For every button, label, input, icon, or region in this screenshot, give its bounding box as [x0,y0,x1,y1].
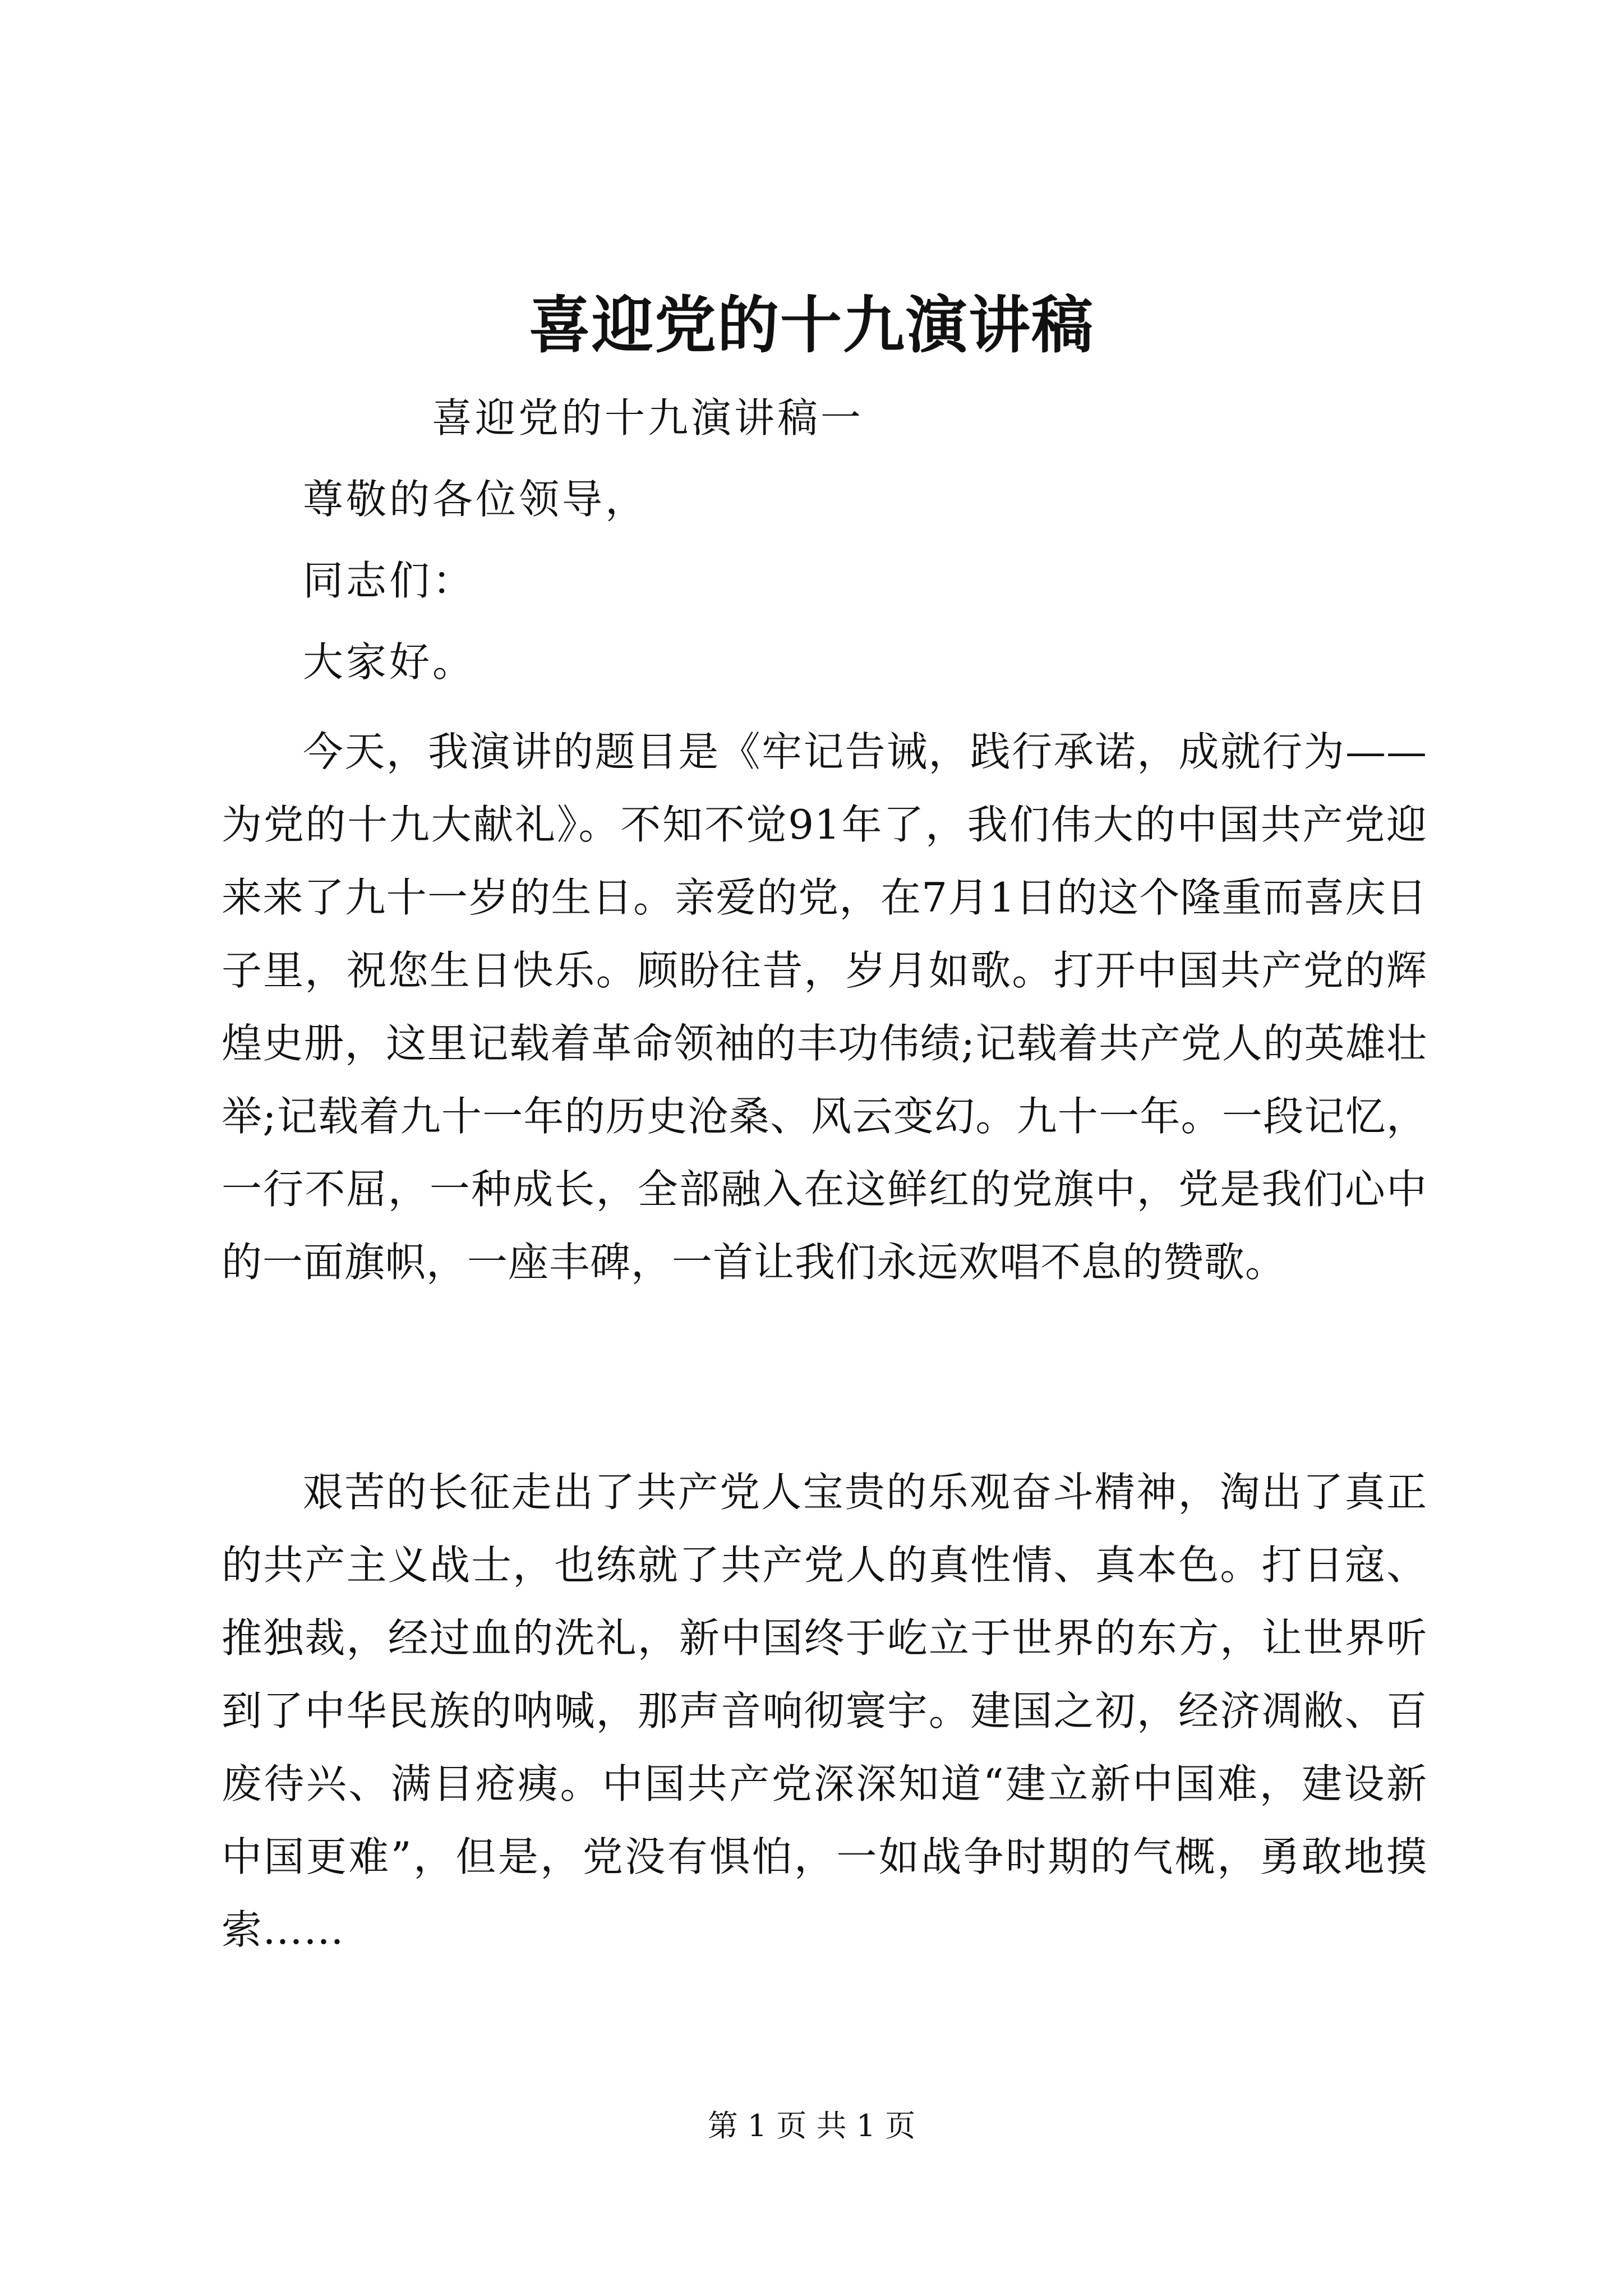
greeting-line: 同志们： [303,557,476,604]
document-subtitle: 喜迎党的十九演讲稿一 [432,394,864,441]
document-title: 喜迎党的十九演讲稿 [529,289,1094,361]
body-paragraph: 艰苦的长征走出了共产党人宝贵的乐观奋斗精神，淘出了真正的共产主义战士，也练就了共产党人的真性情、真本色。打日寇、推独裁，经过血的洗礼，新中国终于屹立于世界的东方，让世界听到了中华民族的呐喊，那声音响彻寰宇。建国之初，经济凋敝、百废待兴、满目疮痍。中国共产党深深知道“建立新中国难，建设新中国更难”，但是，党没有惧怕，一如战争时期的气概，勇敢地摸索…… [222,1469,1427,1953]
greeting-line: 尊敬的各位领导， [303,476,649,523]
body-paragraph: 今天，我演讲的题目是《牢记告诫，践行承诺，成就行为——为党的十九大献礼》。不知不觉91年了，我们伟大的中国共产党迎来来了九十一岁的生日。亲爱的党，在7月1日的这个隆重而喜庆日子里，祝您生日快乐。顾盼往昔，岁月如歌。打开中国共产党的辉煌史册，这里记载着革命领袖的丰功伟绩;记载着共产党人的英雄壮举;记载着九十一年的历史沧桑、风云变幻。九十一年。一段记忆，一行不屈，一种成长，全部融入在这鲜红的党旗中，党是我们心中的一面旗帜，一座丰碑，一首让我们永远欢唱不息的赞歌。 [222,728,1427,1286]
page-number: 第 1 页 共 1 页 [707,2108,916,2143]
greeting-line: 大家好。 [303,638,476,685]
